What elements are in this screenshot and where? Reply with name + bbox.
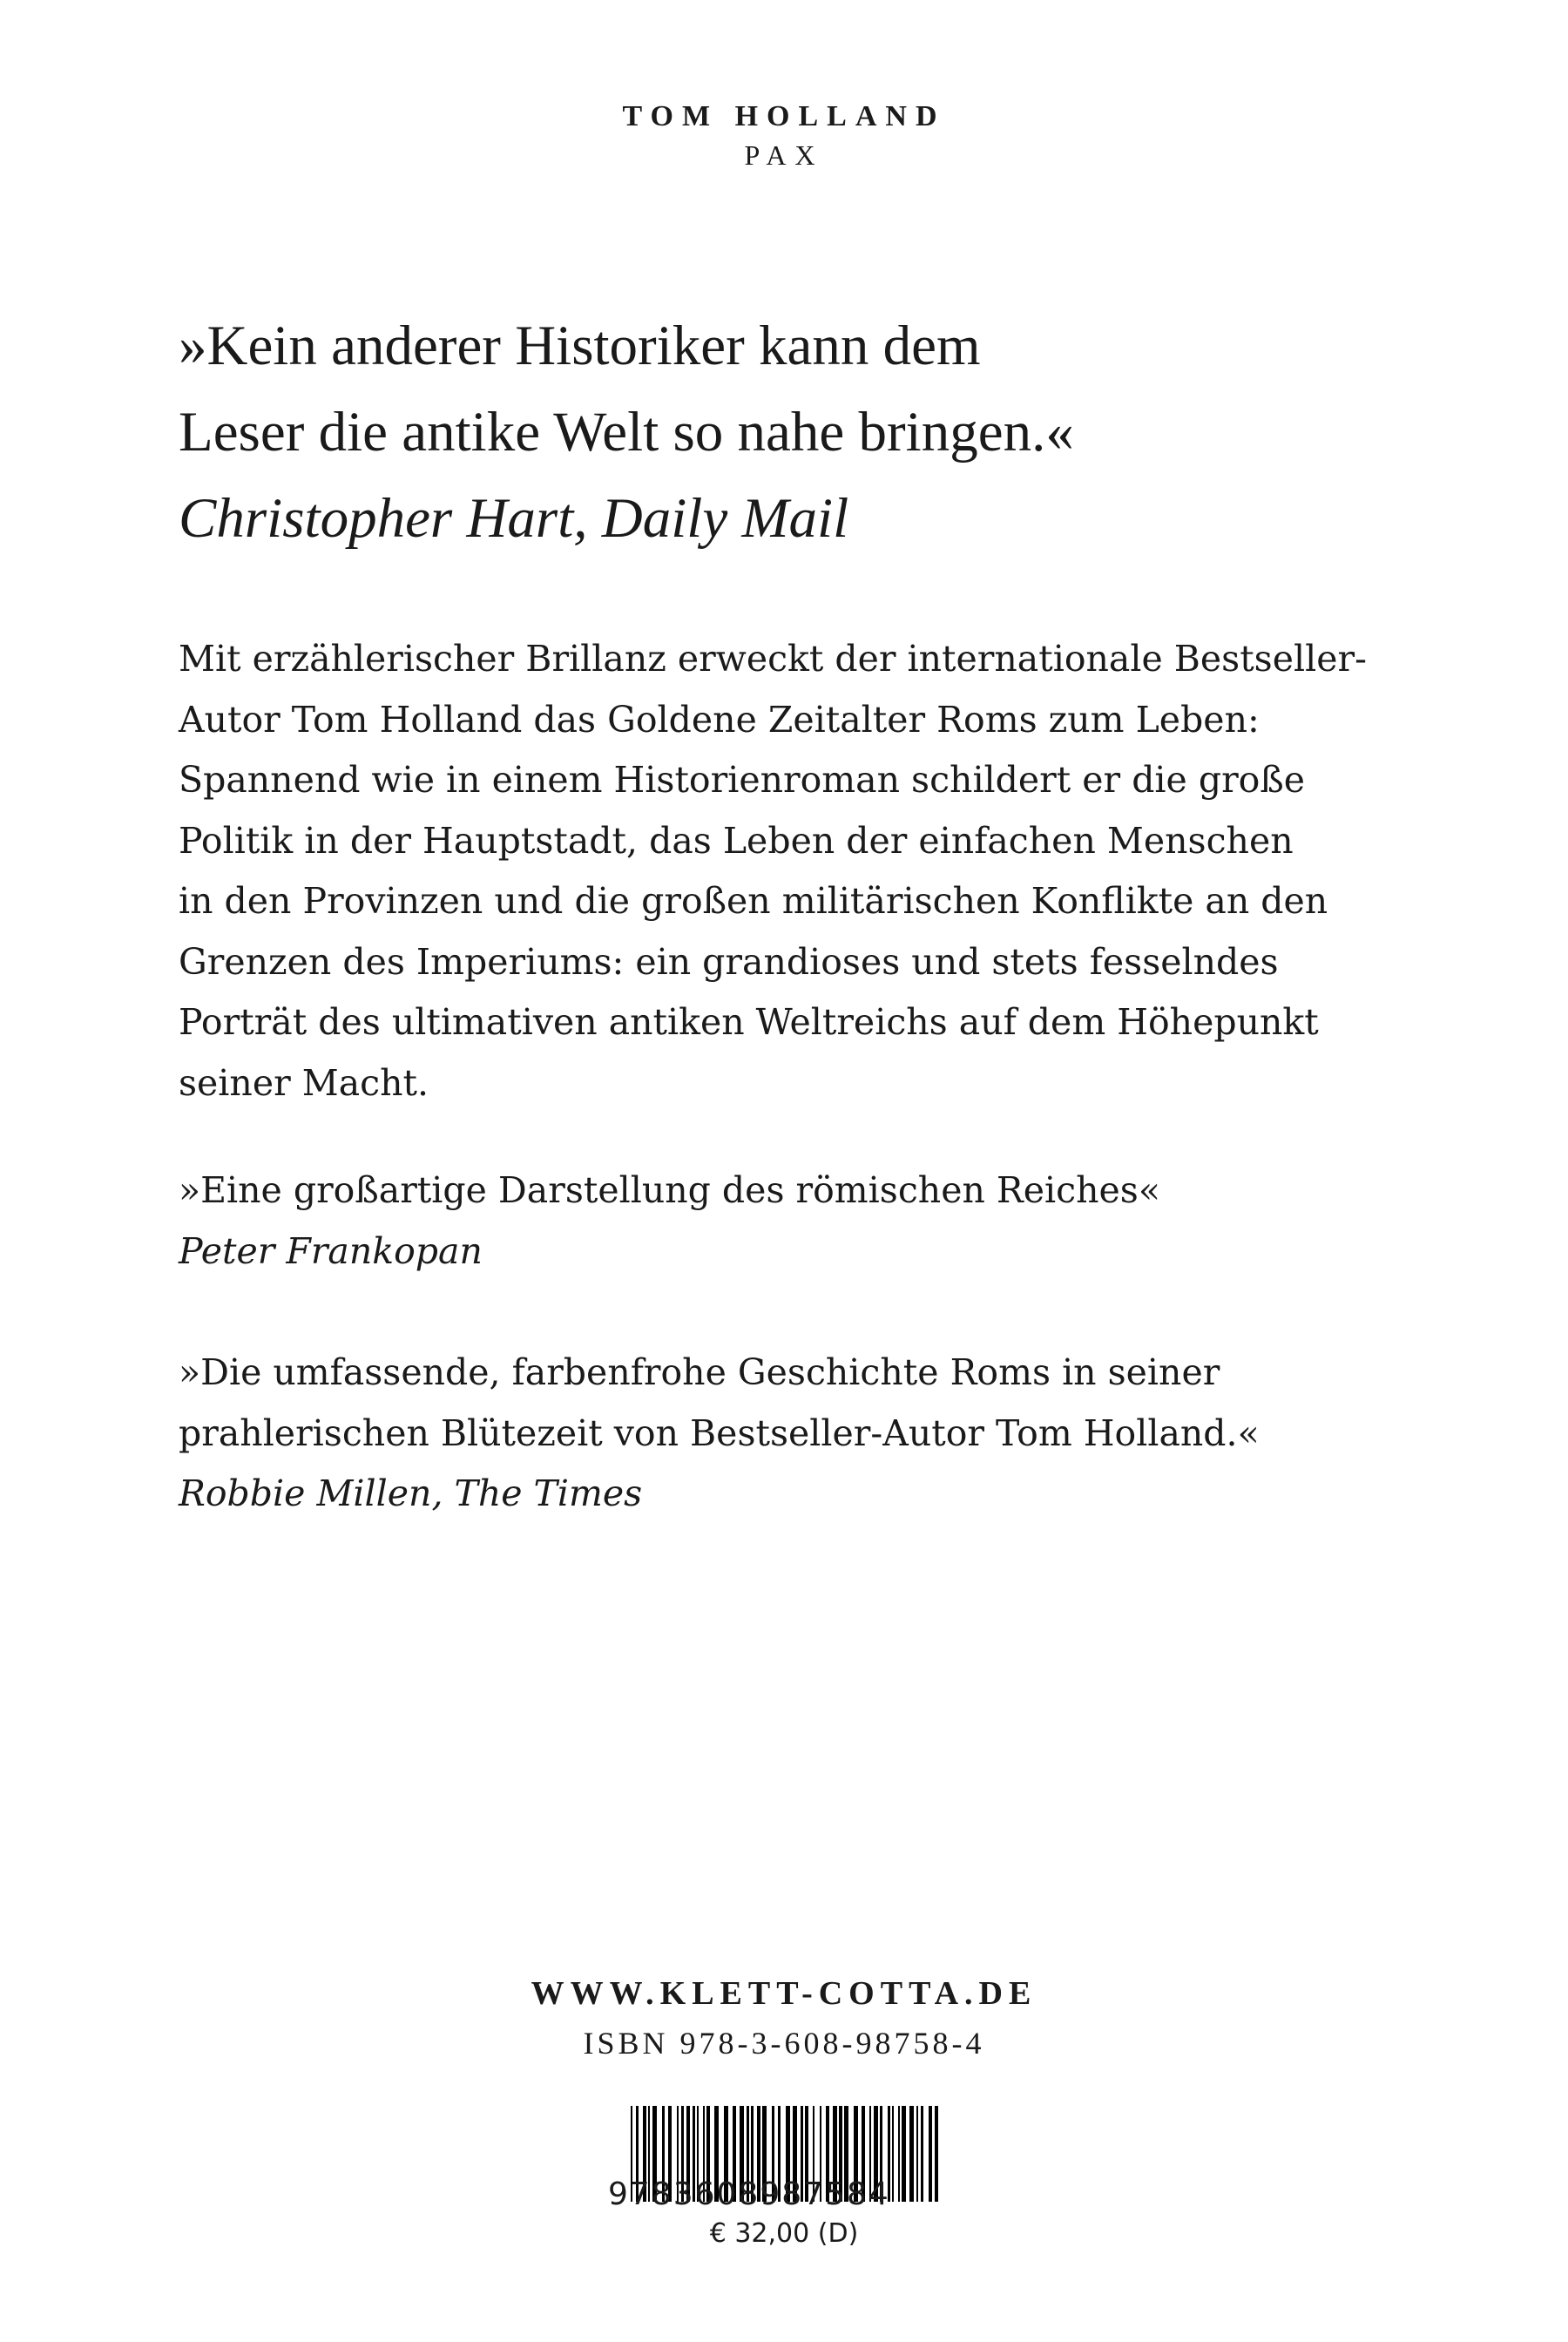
publisher-url: WWW.KLETT-COTTA.DE	[531, 1975, 1037, 2012]
review-quote-line: »Die umfassende, farbenfrohe Geschichte Roms in seiner	[179, 1351, 1220, 1393]
lead-quote	[179, 303, 1442, 562]
blurb-line: Politik in der Hauptstadt, das Leben der einfachen Menschen	[179, 819, 1294, 862]
blurb-line: Mit erzählerischer Brillanz erweckt der internationale Bestseller-	[179, 638, 1367, 680]
review-quote-line: prahlerischen Blütezeit von Bestseller-Autor Tom Holland.«	[179, 1411, 1260, 1454]
blurb-line: Autor Tom Holland das Goldene Zeitalter Roms zum Leben:	[179, 698, 1260, 741]
lead-quote-line: »Kein anderer Historiker kann dem	[179, 315, 981, 377]
blurb-line: in den Provinzen und die großen militärischen Konflikte an den	[179, 880, 1328, 922]
lead-quote-source: Christopher Hart, Daily Mail	[179, 487, 849, 550]
book-title: PAX	[744, 139, 824, 171]
footer	[0, 1967, 1568, 2067]
header	[0, 98, 1568, 174]
isbn: ISBN 978-3-608-98758-4	[583, 2026, 985, 2061]
author-name: TOM HOLLAND	[622, 100, 946, 132]
price: € 32,00 (D)	[709, 2218, 859, 2249]
review-quote-line: »Eine großartige Darstellung des römischen Reiches«	[179, 1169, 1160, 1211]
review-times	[179, 1343, 1450, 1525]
review-source: Peter Frankopan	[179, 1229, 483, 1272]
blurb-line: Porträt des ultimativen antiken Weltreichs auf dem Höhepunkt	[179, 1001, 1319, 1043]
blurb-line: seiner Macht.	[179, 1061, 429, 1104]
barcode-digits: 9783608987584	[608, 2176, 890, 2212]
review-frankopan	[179, 1161, 1450, 1282]
blurb-line: Spannend wie in einem Historienroman schildert er die große	[179, 759, 1306, 801]
blurb-text	[179, 629, 1450, 1113]
review-source: Robbie Millen, The Times	[179, 1472, 643, 1514]
lead-quote-line: Leser die antike Welt so nahe bringen.«	[179, 401, 1074, 464]
blurb-line: Grenzen des Imperiums: ein grandioses und stets fesselndes	[179, 940, 1279, 983]
